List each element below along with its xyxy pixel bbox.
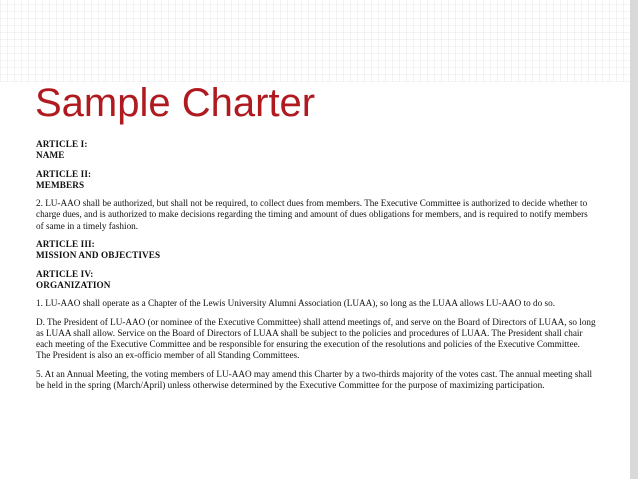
- article-1-subheading: NAME: [36, 150, 65, 161]
- article-2-heading: ARTICLE II:: [36, 168, 92, 179]
- members-dues-paragraph: 2. LU-AAO shall be authorized, but shall not be required, to collect dues from members. The Executive Committee is authorized to decide whether to charge dues, and is authorized to make decisions regarding the timing and amount of dues obligations for members, and is required to notify members of same in a timely fashion.: [36, 198, 588, 231]
- article-2-subheading: MEMBERS: [36, 179, 85, 190]
- background-grid-pattern: [0, 0, 638, 82]
- president-duties-paragraph: D. The President of LU-AAO (or nominee of the Executive Committee) shall attend meetings of, and serve on the Board of Directors of LUAA, so long as LUAA shall allow. Service on the Board of Directors of LUAA shall be subject to the policies and procedures of LUAA. The President shall chair each meeting of the Executive Committee and be responsible for ensuring the execution of the resolutions and policies of the Executive Committee. The President is also an ex-officio member of all Standing Committees.: [36, 316, 596, 361]
- article-1-section: [36, 139, 596, 162]
- article-4-section: [36, 269, 596, 292]
- annual-meeting-paragraph: 5. At an Annual Meeting, the voting members of LU-AAO may amend this Charter by a two-thirds majority of the votes cast. The annual meeting shall be held in the spring (March/April) unless otherwise determined by the Executive Committee for the purpose of maximizing participation.: [36, 368, 593, 391]
- annual-meeting-section: [36, 369, 596, 392]
- article-3-heading: ARTICLE III:: [36, 239, 95, 250]
- article-3-subheading: MISSION AND OBJECTIVES: [36, 250, 161, 261]
- article-2-section: [36, 169, 596, 192]
- article-4-heading: ARTICLE IV:: [36, 268, 94, 279]
- slide-title: Sample Charter: [35, 81, 316, 125]
- charter-content: [36, 139, 596, 398]
- article-4-subheading: ORGANIZATION: [36, 279, 111, 290]
- article-1-heading: ARTICLE I:: [36, 139, 88, 149]
- chapter-operation-section: [36, 298, 596, 309]
- president-duties-section: [36, 317, 596, 362]
- article-3-section: [36, 239, 596, 262]
- members-dues-section: [36, 198, 596, 232]
- right-edge-bar: [630, 0, 638, 479]
- chapter-operation-paragraph: 1. LU-AAO shall operate as a Chapter of the Lewis University Alumni Association (LUAA), so long as the LUAA allows LU-AAO to do so.: [36, 298, 556, 309]
